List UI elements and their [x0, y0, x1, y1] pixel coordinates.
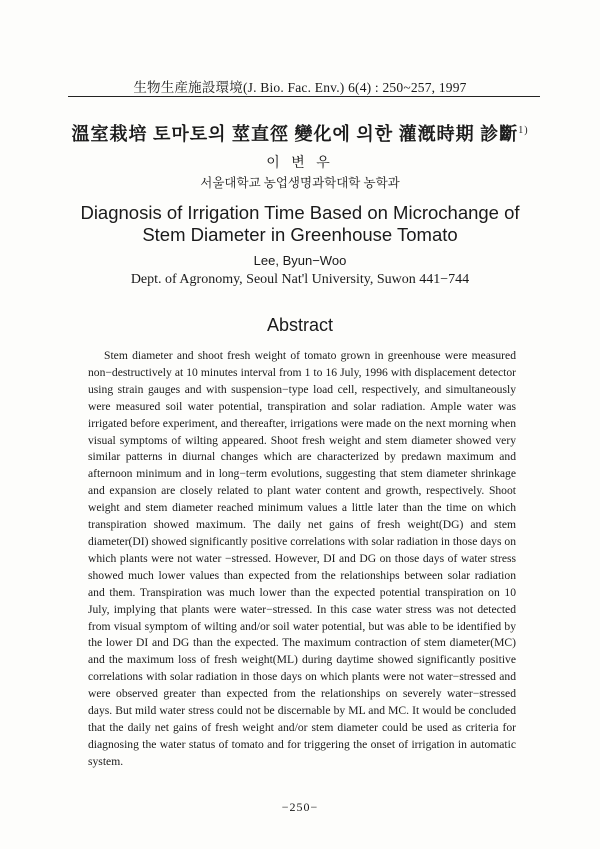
author-english: Lee, Byun−Woo — [253, 253, 347, 268]
title-english — [0, 202, 600, 246]
abstract-body: Stem diameter and shoot fresh weight of tomato grown in greenhouse were measured non−destructively at 10 minutes interval from 1 to 16 July, 1996 with displacement detector using strain gauges and with suspension−type load cell, respectively, and simultaneously were measured soil water potential, transpiration and solar radiation. Ample water was irrigated before experiment, and thereafter, irrigations were made on the next morning when visual symptoms of wilting appeared. Shoot fresh weight and stem diameter showed very similar patterns in diurnal changes which are characterized by predawn maximum and afternoon minimum and in long−term evolutions, suggesting that stem diameter shrinkage and expansion are closely related to plant water content and growth, respectively. Shoot weight and stem diameter reached minimum values a little later than the time on which transpiration showed maximum. The daily net gains of fresh weight(DG) and stem diameter(DI) showed significantly positive correlations with solar radiation in those days on which plants were not water −stressed. However, DI and DG on those days of water stress showed much lower values than expected from the relationships between solar radiation and them. Transpiration was much lower than the expected potential transpiration on 10 July, implying that plants were water−stressed. In this case water stress was not detected from visual symptom of wilting and/or soil water potential, but was able to be identified by the lower DI and DG than the expected. The maximum contraction of stem diameter(MC) and the maximum loss of fresh weight(ML) during daytime showed significantly positive correlations with solar radiation in those days on which plants were not water−stressed and were observed greater than expected from the relationships on severely water−stressed days. But mild water stress could not be discernable by ML and MC. It would be concluded that the daily net gains of fresh weight and/or stem diameter could be used as criteria for diagnosing the water status of tomato and for triggering the onset of irrigation in automatic system. — [88, 349, 516, 768]
title-footnote-mark: 1) — [518, 125, 529, 136]
abstract-heading: Abstract — [266, 315, 334, 335]
title-english-line1: Diagnosis of Irrigation Time Based on Microchange of — [80, 202, 520, 223]
affiliation-korean: 서울대학교 농업생명과학대학 농학과 — [200, 176, 400, 190]
title-korean — [0, 120, 600, 146]
page-number: −250− — [281, 800, 319, 814]
author-korean: 이 변 우 — [266, 156, 334, 171]
header-rule — [68, 96, 540, 97]
affiliation-english: Dept. of Agronomy, Seoul Nat'l University, Suwon 441−744 — [130, 272, 470, 287]
journal-header: 生物生産施設環境(J. Bio. Fac. Env.) 6(4) : 250~257, 1997 — [133, 80, 467, 95]
title-english-line2: Stem Diameter in Greenhouse Tomato — [142, 224, 458, 245]
title-korean-text: 溫室栽培 토마토의 莖直徑 變化에 의한 灌漑時期 診斷 — [71, 124, 519, 144]
